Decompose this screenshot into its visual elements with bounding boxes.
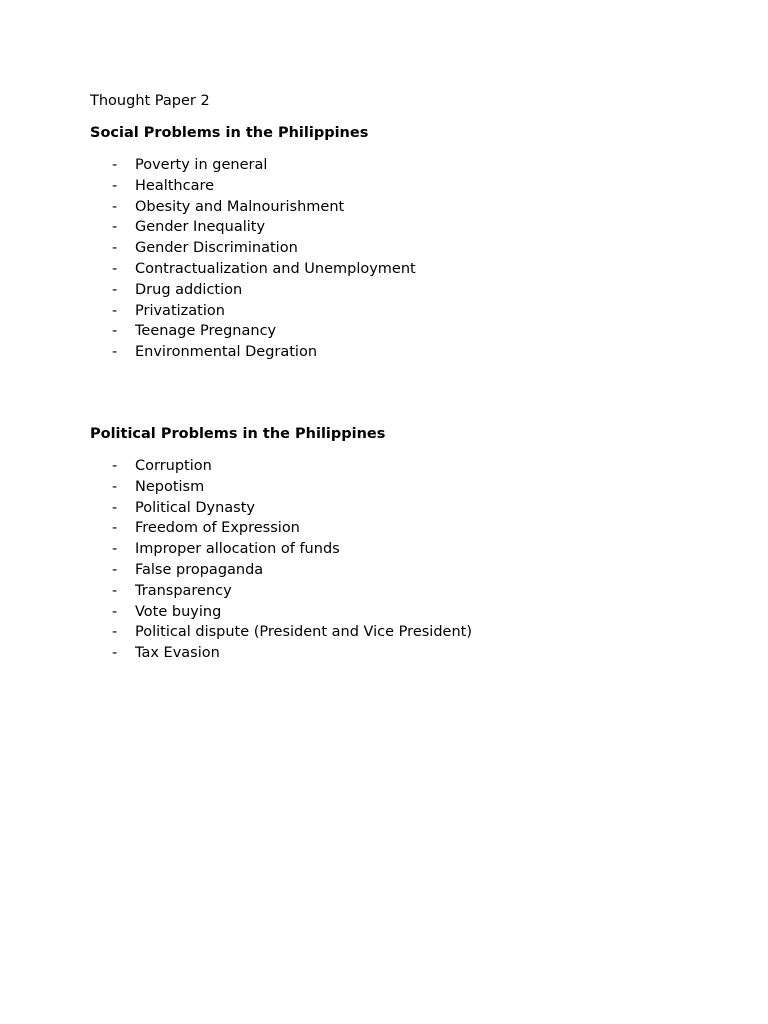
bullet-dash: - — [112, 240, 118, 257]
list-item — [90, 622, 730, 643]
political-problems-section — [90, 425, 730, 664]
bullet-dash: - — [112, 478, 118, 495]
list-item — [90, 560, 730, 581]
list-item — [90, 456, 730, 477]
section-title-political: Political Problems in the Philippines — [90, 426, 386, 442]
bullet-dash: - — [112, 499, 118, 516]
list-item-text: Drug addiction — [135, 281, 243, 298]
list-item-text: Political Dynasty — [135, 499, 256, 516]
bullet-dash: - — [112, 177, 118, 194]
list-item — [90, 176, 730, 197]
social-problems-section — [90, 124, 730, 363]
bullet-dash: - — [112, 520, 118, 537]
bullet-dash: - — [112, 582, 118, 599]
list-item-text: Nepotism — [135, 478, 205, 495]
list-item-text: Teenage Pregnancy — [135, 323, 277, 340]
bullet-dash: - — [112, 281, 118, 298]
list-item-text: Transparency — [135, 582, 232, 599]
list-item-text: Obesity and Malnourishment — [135, 198, 345, 215]
section-title-social: Social Problems in the Philippines — [90, 125, 369, 141]
list-item-text: Gender Inequality — [135, 219, 266, 236]
bullet-dash: - — [112, 323, 118, 340]
list-item — [90, 518, 730, 539]
list-item — [90, 342, 730, 363]
bullet-dash: - — [112, 260, 118, 277]
list-item — [90, 155, 730, 176]
list-item — [90, 539, 730, 560]
list-item — [90, 301, 730, 322]
list-item-text: Vote buying — [135, 603, 222, 620]
list-item-text: Healthcare — [135, 177, 215, 194]
bullet-dash: - — [112, 624, 118, 641]
list-item-text: Gender Discrimination — [135, 240, 298, 257]
bullet-dash: - — [112, 157, 118, 173]
document-label: Thought Paper 2 — [90, 93, 210, 109]
list-item — [90, 643, 730, 664]
list-item — [90, 321, 730, 342]
list-item — [90, 238, 730, 259]
list-item-text: Poverty in general — [135, 157, 268, 173]
list-item-text: Environmental Degration — [135, 344, 318, 361]
list-item — [90, 498, 730, 519]
social-problems-list — [90, 155, 730, 363]
bullet-dash: - — [112, 344, 118, 361]
bullet-dash: - — [112, 198, 118, 215]
bullet-dash: - — [112, 603, 118, 620]
bullet-dash: - — [112, 458, 118, 474]
list-item-text: False propaganda — [135, 561, 264, 578]
list-item-text: Privatization — [135, 302, 225, 319]
list-item — [90, 280, 730, 301]
list-item-text: Political dispute (President and Vice President) — [135, 624, 472, 641]
list-item — [90, 581, 730, 602]
bullet-dash: - — [112, 219, 118, 236]
bullet-dash: - — [112, 541, 118, 558]
list-item-text: Improper allocation of funds — [135, 541, 340, 558]
list-item — [90, 259, 730, 280]
list-item-text: Corruption — [135, 458, 212, 474]
list-item — [90, 602, 730, 623]
political-problems-list — [90, 456, 730, 664]
list-item-text: Freedom of Expression — [135, 520, 300, 537]
bullet-dash: - — [112, 561, 118, 578]
list-item — [90, 217, 730, 238]
bullet-dash: - — [112, 302, 118, 319]
list-item — [90, 197, 730, 218]
bullet-dash: - — [112, 645, 118, 662]
list-item-text: Tax Evasion — [135, 645, 220, 662]
list-item-text: Contractualization and Unemployment — [135, 260, 416, 277]
list-item — [90, 477, 730, 498]
